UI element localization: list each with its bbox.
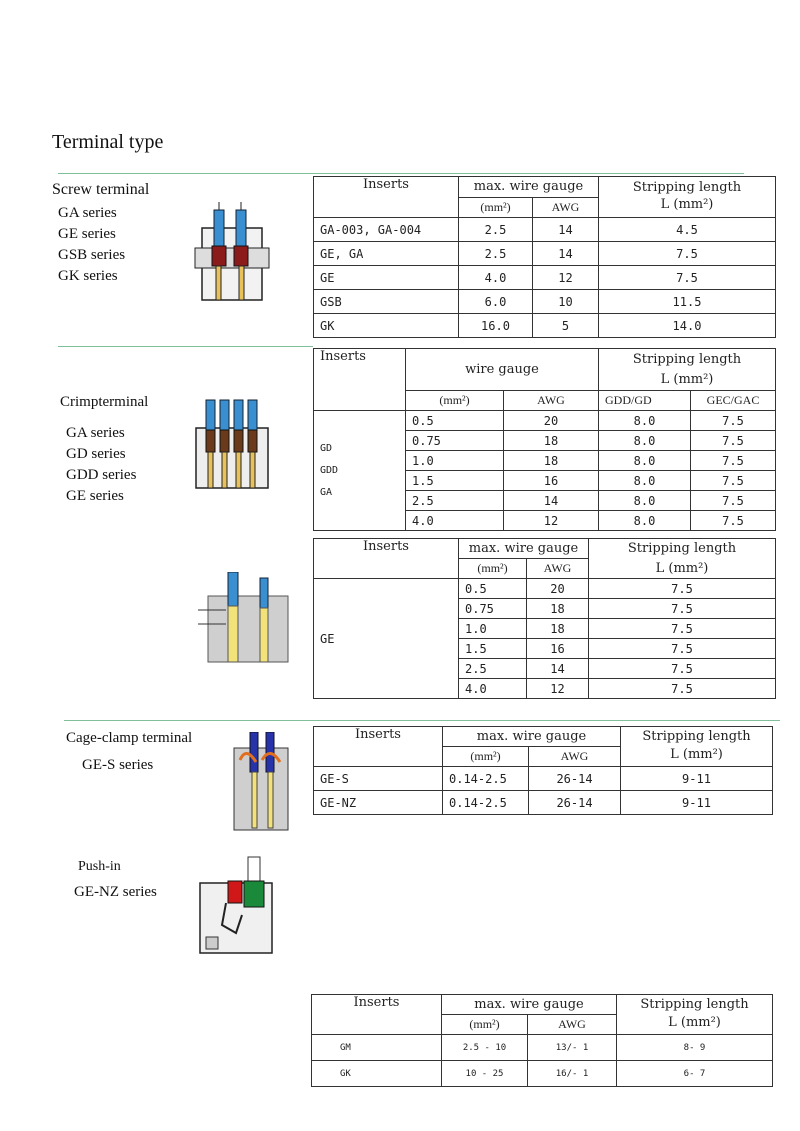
mm2-cell: 1.0 xyxy=(406,451,504,471)
series-label: GE series xyxy=(66,488,124,504)
mm2-cell: 4.0 xyxy=(406,511,504,531)
table-row xyxy=(314,767,773,791)
insert-cell: GM xyxy=(312,1035,442,1061)
screw-terminal-table xyxy=(313,176,776,338)
push-series-list xyxy=(74,882,157,903)
insert-cell: GK xyxy=(314,314,459,338)
table-row xyxy=(314,579,776,599)
crimp-ge-table xyxy=(313,538,776,699)
insert-cell: GK xyxy=(312,1061,442,1087)
header-inserts: Inserts xyxy=(312,995,442,1035)
awg-cell: 14 xyxy=(504,491,599,511)
header-stripping-length: Stripping length xyxy=(617,995,773,1015)
header-wire-gauge: wire gauge xyxy=(406,349,599,391)
awg-cell: 20 xyxy=(504,411,599,431)
awg-cell: 14 xyxy=(533,242,599,266)
mm2-cell: 0.75 xyxy=(459,599,527,619)
header-gec-gac: GEC/GAC xyxy=(691,391,776,411)
page-title: Terminal type xyxy=(52,131,164,153)
gdd-cell: 8.0 xyxy=(599,511,691,531)
header-stripping-length: Stripping length xyxy=(589,539,776,559)
table-row xyxy=(314,411,776,431)
insert-cell: GA-003, GA-004 xyxy=(314,218,459,242)
strip-cell: 7.5 xyxy=(599,266,776,290)
strip-cell: 14.0 xyxy=(599,314,776,338)
table-row xyxy=(314,218,776,242)
strip-cell: 7.5 xyxy=(589,679,776,699)
insert-cell: GE xyxy=(314,266,459,290)
cage-clamp-diagram xyxy=(226,732,296,832)
insert-cell: GE xyxy=(314,579,459,699)
strip-cell: 7.5 xyxy=(589,599,776,619)
awg-cell: 26-14 xyxy=(529,791,621,815)
push-in-table xyxy=(311,994,773,1087)
insert-group-cell xyxy=(314,411,406,531)
strip-cell: 7.5 xyxy=(599,242,776,266)
awg-cell: 26-14 xyxy=(529,767,621,791)
header-mm2: (mm²) xyxy=(459,197,533,218)
strip-cell: 9-11 xyxy=(621,791,773,815)
crimp-series-list xyxy=(66,423,136,507)
insert-label: GA xyxy=(320,486,333,498)
insert-cell: GE, GA xyxy=(314,242,459,266)
gec-cell: 7.5 xyxy=(691,431,776,451)
cage-series-list xyxy=(82,755,153,776)
header-stripping-length: Stripping length xyxy=(599,177,776,198)
header-awg: AWG xyxy=(528,1015,617,1035)
screw-terminal-title: Screw terminal xyxy=(52,181,150,198)
header-awg: AWG xyxy=(529,747,621,767)
strip-cell: 11.5 xyxy=(599,290,776,314)
mm2-cell: 0.14-2.5 xyxy=(443,767,529,791)
screw-terminal-diagram xyxy=(192,202,272,304)
series-label: GK series xyxy=(58,268,118,284)
gec-cell: 7.5 xyxy=(691,411,776,431)
cage-clamp-terminal-title: Cage-clamp terminal xyxy=(66,730,193,746)
awg-cell: 14 xyxy=(533,218,599,242)
crimp-terminal-table xyxy=(313,348,776,531)
mm2-cell: 0.5 xyxy=(406,411,504,431)
crimp-terminal-diagram xyxy=(192,398,272,490)
awg-cell: 18 xyxy=(527,619,589,639)
table-row xyxy=(312,1035,773,1061)
insert-cell: GSB xyxy=(314,290,459,314)
header-stripping-length xyxy=(599,349,776,391)
table-row xyxy=(314,290,776,314)
mm2-cell: 1.5 xyxy=(459,639,527,659)
header-awg: AWG xyxy=(527,559,589,579)
mm2-cell: 0.75 xyxy=(406,431,504,451)
series-label: GE-S series xyxy=(82,757,154,773)
header-stripping-unit: L (mm²) xyxy=(660,371,714,387)
mm2-cell: 0.14-2.5 xyxy=(443,791,529,815)
section-divider xyxy=(58,173,744,174)
table-row xyxy=(312,1061,773,1087)
mm2-cell: 4.0 xyxy=(459,679,527,699)
gdd-cell: 8.0 xyxy=(599,451,691,471)
strip-cell: 9-11 xyxy=(621,767,773,791)
insert-label: GDD xyxy=(320,464,339,476)
strip-cell: 7.5 xyxy=(589,619,776,639)
header-stripping-unit: L (mm²) xyxy=(621,747,773,767)
series-label: GD series xyxy=(66,446,126,462)
mm2-cell: 16.0 xyxy=(459,314,533,338)
header-gdd-gd: GDD/GD xyxy=(599,391,691,411)
series-label: GA series xyxy=(66,425,125,441)
awg-cell: 16 xyxy=(504,471,599,491)
gec-cell: 7.5 xyxy=(691,511,776,531)
header-mm2: (mm²) xyxy=(442,1015,528,1035)
insert-label: GD xyxy=(320,442,333,454)
strip-cell: 6- 7 xyxy=(617,1061,773,1087)
awg-cell: 20 xyxy=(527,579,589,599)
gdd-cell: 8.0 xyxy=(599,491,691,511)
mm2-cell: 6.0 xyxy=(459,290,533,314)
awg-cell: 12 xyxy=(504,511,599,531)
header-mm2: (mm²) xyxy=(406,391,504,411)
awg-cell: 5 xyxy=(533,314,599,338)
mm2-cell: 1.5 xyxy=(406,471,504,491)
header-inserts: Inserts xyxy=(314,727,443,767)
mm2-cell: 2.5 - 10 xyxy=(442,1035,528,1061)
section-divider xyxy=(58,346,313,347)
header-max-wire-gauge: max. wire gauge xyxy=(443,727,621,747)
awg-cell: 14 xyxy=(527,659,589,679)
mm2-cell: 10 - 25 xyxy=(442,1061,528,1087)
header-stripping-length: Stripping length xyxy=(621,727,773,747)
mm2-cell: 1.0 xyxy=(459,619,527,639)
series-label: GE-NZ series xyxy=(74,884,157,900)
insert-cell: GE-S xyxy=(314,767,443,791)
gdd-cell: 8.0 xyxy=(599,411,691,431)
header-inserts: Inserts xyxy=(314,349,406,411)
header-awg: AWG xyxy=(533,197,599,218)
header-stripping-unit: L (mm²) xyxy=(589,559,776,579)
awg-cell: 12 xyxy=(527,679,589,699)
awg-cell: 10 xyxy=(533,290,599,314)
series-label: GA series xyxy=(58,205,117,221)
strip-cell: 4.5 xyxy=(599,218,776,242)
series-label: GDD series xyxy=(66,467,137,483)
mm2-cell: 2.5 xyxy=(459,242,533,266)
strip-cell: 7.5 xyxy=(589,579,776,599)
mm2-cell: 4.0 xyxy=(459,266,533,290)
mm2-cell: 2.5 xyxy=(406,491,504,511)
insert-cell: GE-NZ xyxy=(314,791,443,815)
gdd-cell: 8.0 xyxy=(599,471,691,491)
awg-cell: 12 xyxy=(533,266,599,290)
header-mm2: (mm²) xyxy=(459,559,527,579)
table-row xyxy=(314,266,776,290)
gec-cell: 7.5 xyxy=(691,491,776,511)
header-max-wire-gauge: max. wire gauge xyxy=(442,995,617,1015)
header-inserts: Inserts xyxy=(314,539,459,579)
crimp-terminal-title: Crimpterminal xyxy=(60,394,149,410)
series-label: GE series xyxy=(58,226,116,242)
cage-clamp-table xyxy=(313,726,773,815)
screw-series-list xyxy=(58,203,125,287)
mm2-cell: 0.5 xyxy=(459,579,527,599)
header-max-wire-gauge: max. wire gauge xyxy=(459,177,599,198)
section-divider xyxy=(64,720,780,721)
push-in-diagram xyxy=(196,855,276,955)
strip-cell: 8- 9 xyxy=(617,1035,773,1061)
awg-cell: 18 xyxy=(527,599,589,619)
header-max-wire-gauge: max. wire gauge xyxy=(459,539,589,559)
gdd-cell: 8.0 xyxy=(599,431,691,451)
mm2-cell: 2.5 xyxy=(459,218,533,242)
header-stripping-unit: L (mm²) xyxy=(599,197,776,218)
table-row xyxy=(314,242,776,266)
header-mm2: (mm²) xyxy=(443,747,529,767)
header-stripping-text: Stripping length xyxy=(632,351,742,367)
strip-cell: 7.5 xyxy=(589,659,776,679)
awg-cell: 18 xyxy=(504,451,599,471)
table-row xyxy=(314,791,773,815)
series-label: GSB series xyxy=(58,247,126,263)
header-stripping-unit: L (mm²) xyxy=(617,1015,773,1035)
gec-cell: 7.5 xyxy=(691,451,776,471)
awg-cell: 13/- 1 xyxy=(528,1035,617,1061)
table-row xyxy=(314,314,776,338)
awg-cell: 18 xyxy=(504,431,599,451)
mm2-cell: 2.5 xyxy=(459,659,527,679)
header-awg: AWG xyxy=(504,391,599,411)
crimp-ge-diagram xyxy=(196,572,296,664)
push-in-title: Push-in xyxy=(78,859,121,874)
header-inserts: Inserts xyxy=(314,177,459,218)
gec-cell: 7.5 xyxy=(691,471,776,491)
awg-cell: 16 xyxy=(527,639,589,659)
awg-cell: 16/- 1 xyxy=(528,1061,617,1087)
strip-cell: 7.5 xyxy=(589,639,776,659)
